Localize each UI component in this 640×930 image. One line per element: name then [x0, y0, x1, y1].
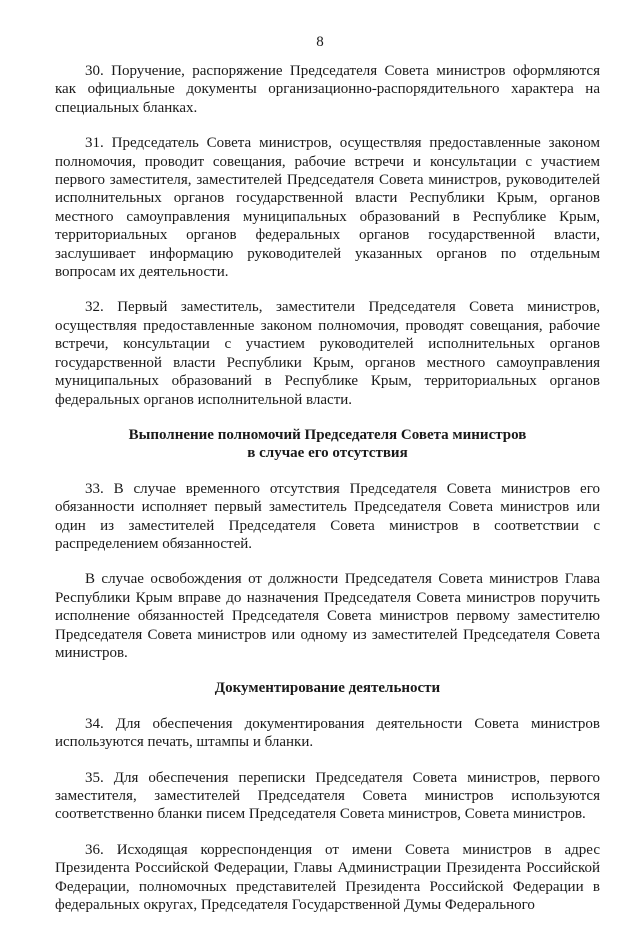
section-heading-absence-line-2: в случае его отсутствия	[247, 445, 408, 462]
document-body	[55, 62, 600, 930]
paragraph-31: 31. Председатель Совета министров, осуществляя предоставленные законом полномочия, проводит совещания, рабочие встречи и консультации с участием первого заместителя, заместителей Председателя Совета министров, руководителей исполнительных органов государственной власти Республики Крым, органов местного самоуправления муниципальных образований в Республике Крым, территориальных органов федеральных органов государственной власти, заслушивает информацию руководителей указанных органов по отдельным вопросам их деятельности.	[55, 135, 600, 281]
section-heading-absence	[55, 426, 600, 463]
paragraph-35: 35. Для обеспечения переписки Председателя Совета министров, первого заместителя, заместителей Председателя Совета министров используются соответственно бланки писем Председателя Совета министров, Совета министров.	[55, 769, 600, 823]
page-number: 8	[316, 34, 324, 50]
paragraph-34: 34. Для обеспечения документирования деятельности Совета министров используются печать, штампы и бланки.	[55, 715, 600, 751]
section-heading-absence-line-1: Выполнение полномочий Председателя Совета министров	[128, 426, 527, 443]
paragraph-33: 33. В случае временного отсутствия Председателя Совета министров его обязанности исполняет первый заместитель Председателя Совета министров или один из заместителей Председателя Совета министров в соответствии с распределением обязанностей.	[55, 480, 600, 552]
section-heading-documentation-text: Документирование деятельности	[214, 680, 441, 697]
paragraph-33-continued: В случае освобождения от должности Председателя Совета министров Глава Республики Крым вправе до назначения Председателя Совета министров поручить исполнение обязанностей Председателя Совета министров первому заместителю Председателя Совета министров или одному из заместителей Председателя Совета министров.	[55, 571, 600, 661]
section-heading-documentation	[55, 679, 600, 697]
paragraph-30: 30. Поручение, распоряжение Председателя Совета министров оформляются как официальные документы организационно-распорядительного характера на специальных бланках.	[55, 63, 600, 116]
paragraph-32: 32. Первый заместитель, заместители Председателя Совета министров, осуществляя предоставленные законом полномочия, проводят совещания, рабочие встречи, консультации с участием руководителей исполнительных органов государственной власти Республики Крым, органов местного самоуправления муниципальных образований в Республике Крым, территориальных органов федеральных органов исполнительной власти.	[55, 299, 600, 408]
paragraph-36: 36. Исходящая корреспонденция от имени Совета министров в адрес Президента Российской Федерации, Главы Администрации Президента Российской Федерации, полномочных представителей Президента Российской Федерации в федеральных округах, Председателя Государственной Думы Федерального	[55, 841, 600, 914]
